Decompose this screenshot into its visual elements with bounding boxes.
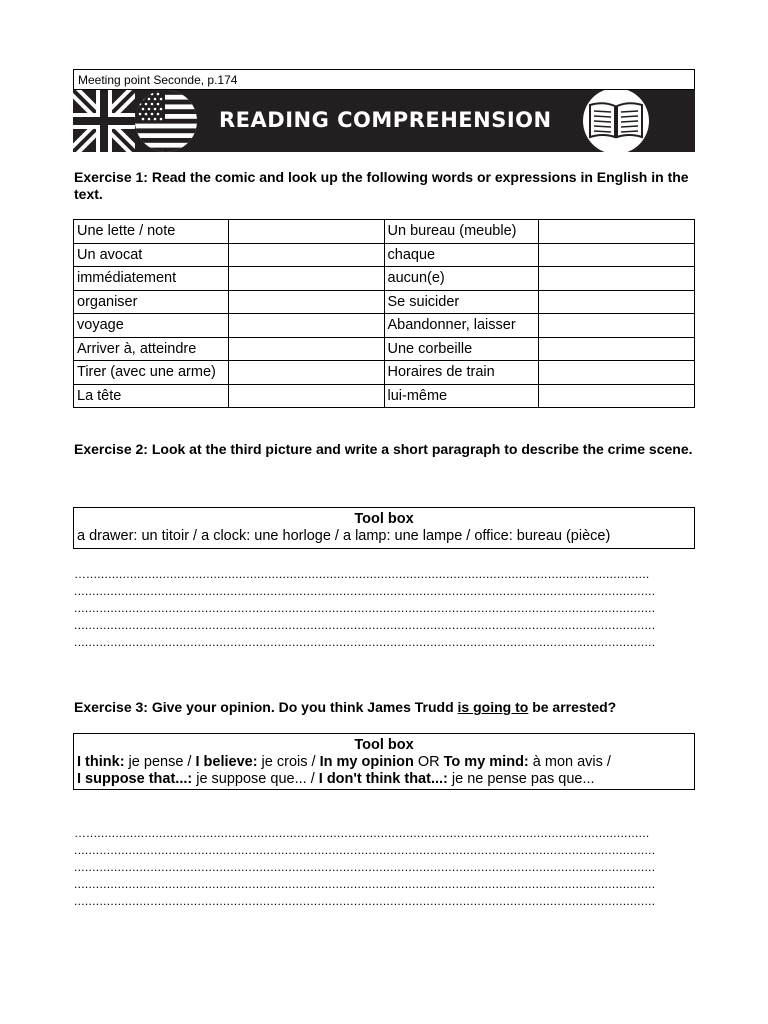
answer-cell[interactable] bbox=[228, 220, 384, 244]
toolbox-title: Tool box bbox=[354, 511, 414, 527]
answer-cell[interactable] bbox=[539, 243, 695, 267]
open-book-icon bbox=[573, 90, 659, 152]
vocab-term-cell: Un avocat bbox=[74, 243, 229, 267]
table-row bbox=[74, 384, 695, 408]
table-row bbox=[74, 314, 695, 338]
answer-cell[interactable] bbox=[539, 220, 695, 244]
vocab-term-cell: Abandonner, laisser bbox=[384, 314, 539, 338]
phrase-key: To my mind: bbox=[443, 754, 529, 770]
vocab-term-cell: chaque bbox=[384, 243, 539, 267]
answer-line[interactable]: ................................................................................................................................................................ bbox=[74, 584, 656, 598]
table-row bbox=[74, 337, 695, 361]
table-row bbox=[74, 267, 695, 291]
answer-line[interactable]: ................................................................................................................................................................ bbox=[74, 894, 656, 908]
exercise3-instruction bbox=[74, 699, 696, 716]
phrase-key: I suppose that...: bbox=[77, 771, 193, 787]
vocab-term-cell: immédiatement bbox=[74, 267, 229, 291]
toolbox-title: Tool box bbox=[354, 737, 414, 753]
vocabulary-table bbox=[73, 219, 695, 408]
answer-cell[interactable] bbox=[228, 267, 384, 291]
vocab-term-cell: organiser bbox=[74, 290, 229, 314]
phrase-translation: je ne pense pas que... bbox=[447, 771, 595, 787]
answer-lines-exercise2[interactable] bbox=[74, 566, 694, 651]
banner-title: READING COMPREHENSION bbox=[219, 108, 552, 132]
answer-cell[interactable] bbox=[539, 361, 695, 385]
answer-cell[interactable] bbox=[539, 337, 695, 361]
answer-cell[interactable] bbox=[539, 314, 695, 338]
phrase-translation: je pense / bbox=[124, 754, 196, 770]
toolbox-exercise2 bbox=[73, 507, 695, 549]
phrase-translation: à mon avis / bbox=[528, 754, 611, 770]
toolbox-exercise3 bbox=[73, 733, 695, 790]
table-row bbox=[74, 243, 695, 267]
answer-line[interactable]: ................................................................................................................................................................ bbox=[74, 618, 656, 632]
answer-cell[interactable] bbox=[228, 337, 384, 361]
answer-cell[interactable] bbox=[539, 267, 695, 291]
answer-lines-exercise3[interactable] bbox=[74, 825, 694, 910]
phrase-translation: OR bbox=[413, 754, 444, 770]
toolbox-line-2 bbox=[77, 771, 691, 788]
answer-cell[interactable] bbox=[228, 314, 384, 338]
table-row bbox=[74, 290, 695, 314]
phrase-translation: je suppose que... / bbox=[192, 771, 319, 787]
table-row bbox=[74, 361, 695, 385]
phrase-key: In my opinion bbox=[319, 754, 414, 770]
phrase-translation: je crois / bbox=[257, 754, 320, 770]
vocab-term-cell: Tirer (avec une arme) bbox=[74, 361, 229, 385]
us-flag-icon bbox=[135, 90, 197, 152]
vocab-term-cell: Arriver à, atteindre bbox=[74, 337, 229, 361]
answer-cell[interactable] bbox=[539, 384, 695, 408]
vocab-term-cell: Se suicider bbox=[384, 290, 539, 314]
answer-line[interactable]: …........................................................................................................................................................... bbox=[74, 567, 650, 581]
vocab-term-cell: La tête bbox=[74, 384, 229, 408]
vocab-term-cell: Un bureau (meuble) bbox=[384, 220, 539, 244]
vocab-term-cell: Horaires de train bbox=[384, 361, 539, 385]
vocab-term-cell: aucun(e) bbox=[384, 267, 539, 291]
table-row bbox=[74, 220, 695, 244]
phrase-key: I think: bbox=[77, 754, 125, 770]
vocab-term-cell: Une corbeille bbox=[384, 337, 539, 361]
phrase-key: I don't think that...: bbox=[318, 771, 448, 787]
answer-line[interactable]: ................................................................................................................................................................ bbox=[74, 843, 656, 857]
answer-line[interactable]: ................................................................................................................................................................ bbox=[74, 635, 656, 649]
uk-flag-icon bbox=[73, 90, 135, 152]
vocab-term-cell: voyage bbox=[74, 314, 229, 338]
toolbox-text: a drawer: un titoir / a clock: une horloge / a lamp: une lampe / office: bureau (pièce) bbox=[77, 528, 611, 544]
vocab-term-cell: Une lette / note bbox=[74, 220, 229, 244]
answer-line[interactable]: …........................................................................................................................................................... bbox=[74, 826, 650, 840]
answer-line[interactable]: ................................................................................................................................................................ bbox=[74, 860, 656, 874]
exercise3-text-end: be arrested? bbox=[528, 699, 617, 715]
answer-cell[interactable] bbox=[228, 361, 384, 385]
exercise1-instruction: Exercise 1: Read the comic and look up the following words or expressions in English in the text. bbox=[74, 169, 689, 202]
source-reference: Meeting point Seconde, p.174 bbox=[73, 69, 695, 90]
exercise3-underlined: is going to bbox=[457, 699, 529, 715]
phrase-key: I believe: bbox=[195, 754, 258, 770]
answer-line[interactable]: ................................................................................................................................................................ bbox=[74, 601, 656, 615]
exercise3-text: Exercise 3: Give your opinion. Do you think James Trudd bbox=[74, 699, 458, 715]
vocab-term-cell: lui-même bbox=[384, 384, 539, 408]
toolbox-line-1 bbox=[77, 754, 691, 771]
header-banner bbox=[73, 90, 695, 152]
exercise2-instruction: Exercise 2: Look at the third picture and write a short paragraph to describe the crime scene. bbox=[74, 441, 693, 457]
answer-cell[interactable] bbox=[228, 243, 384, 267]
answer-line[interactable]: ................................................................................................................................................................ bbox=[74, 877, 656, 891]
answer-cell[interactable] bbox=[228, 290, 384, 314]
answer-cell[interactable] bbox=[228, 384, 384, 408]
answer-cell[interactable] bbox=[539, 290, 695, 314]
